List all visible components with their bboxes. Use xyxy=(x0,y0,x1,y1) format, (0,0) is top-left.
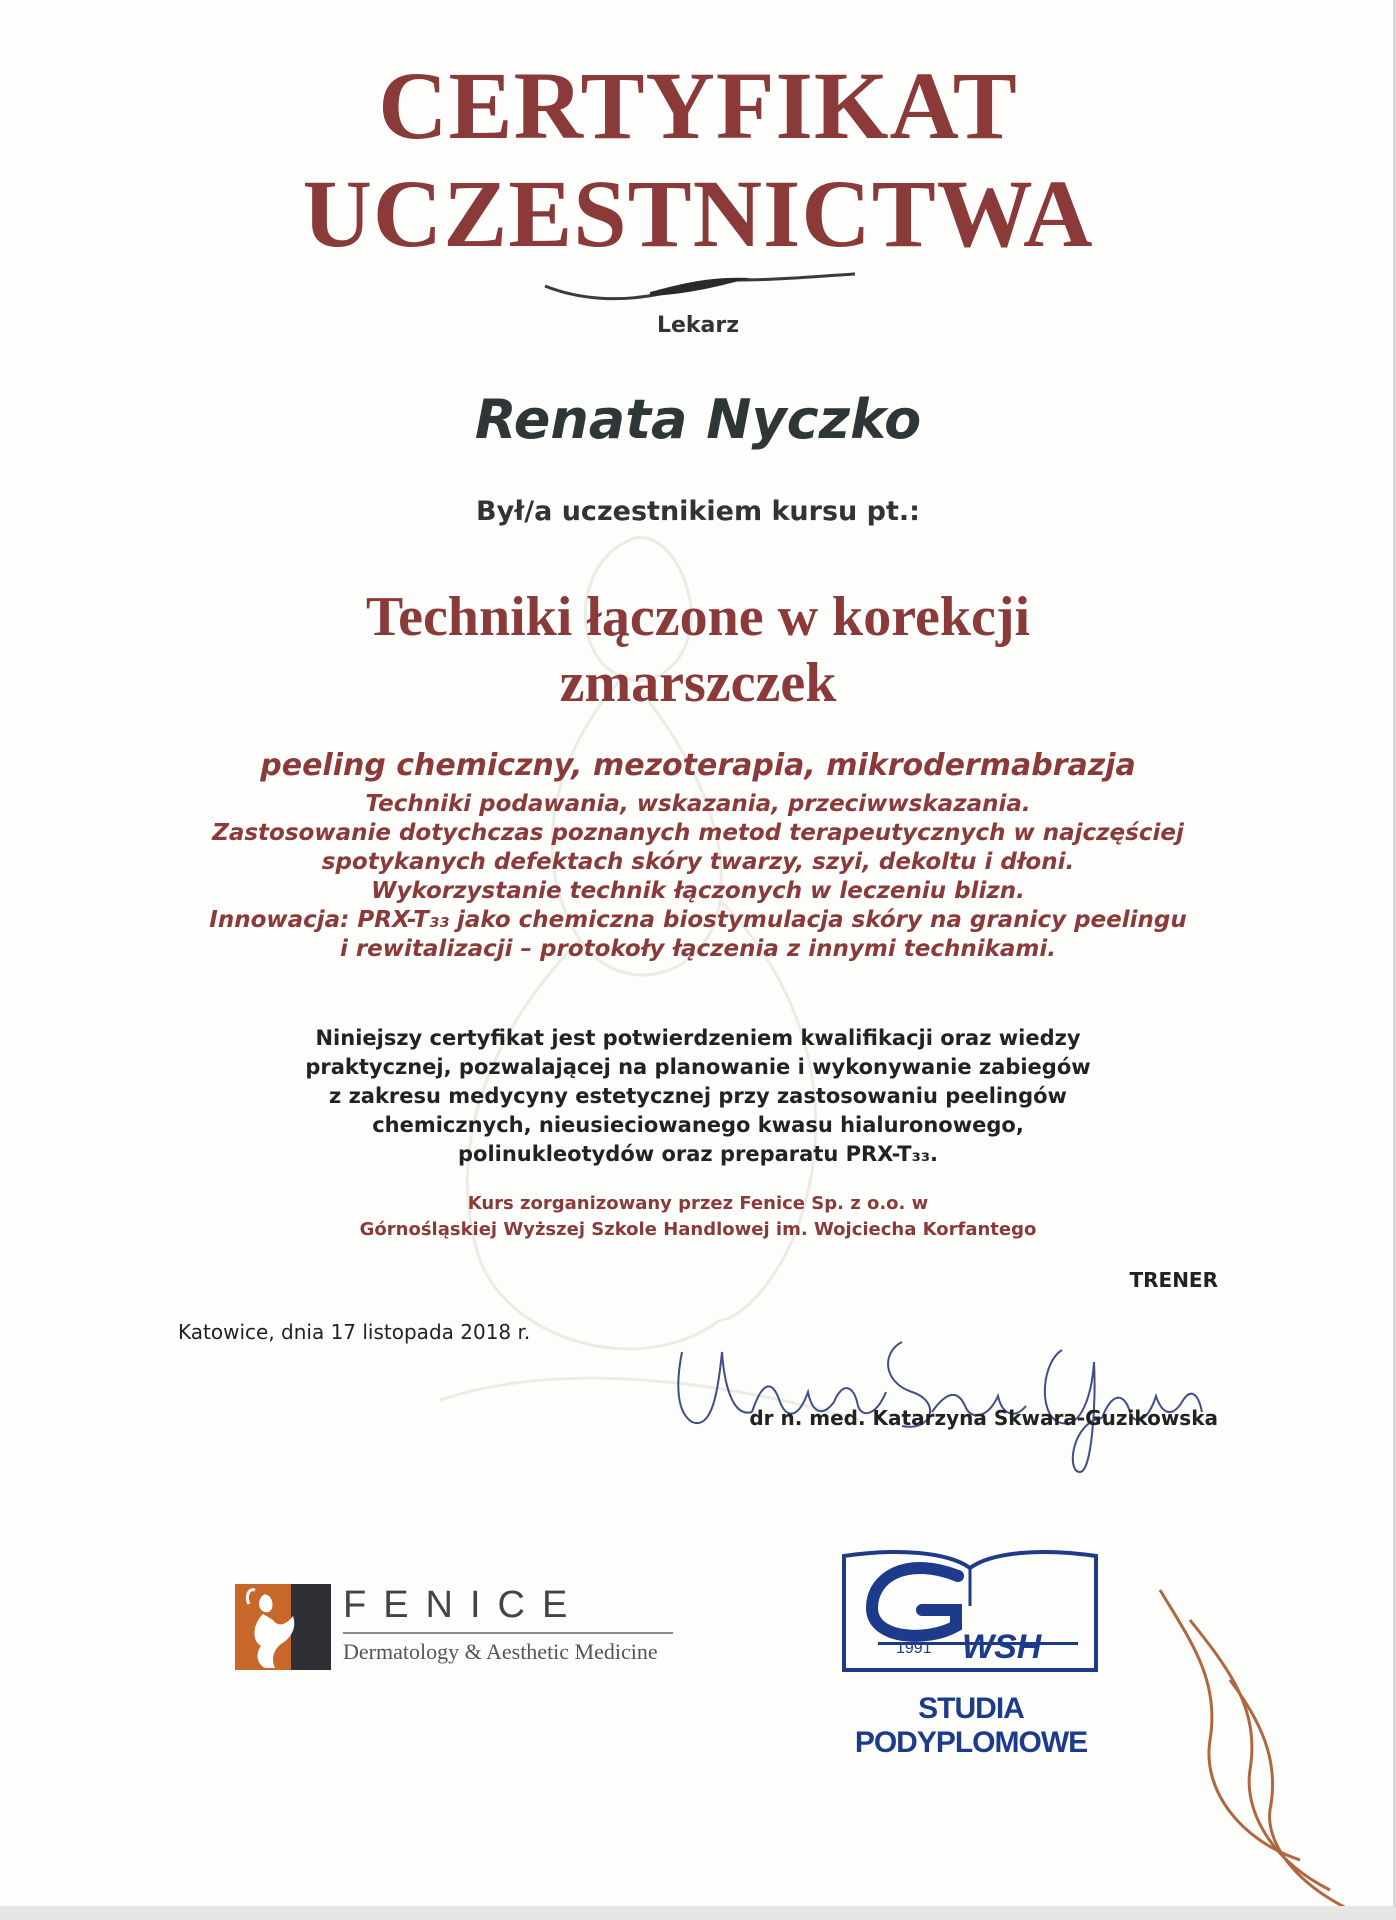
description-line: Techniki podawania, wskazania, przeciwwskazania. xyxy=(365,791,1031,817)
statement-line: praktycznej, pozwalającej na planowanie i wykonywanie zabiegów xyxy=(305,1055,1091,1079)
course-description xyxy=(0,790,1396,964)
course-title-line2: zmarszczek xyxy=(559,652,837,714)
trainer-signature-icon xyxy=(662,1322,1214,1482)
participant-name: Renata Nyczko xyxy=(474,388,922,451)
decorative-flourish-icon xyxy=(1150,1560,1396,1920)
participation-statement: Był/a uczestnikiem kursu pt.: xyxy=(476,496,920,527)
description-line: i rewitalizacji – protokoły łączenia z innymi technikami. xyxy=(339,936,1057,962)
course-title-line1: Techniki łączone w korekcji xyxy=(365,586,1031,648)
description-line: spotykanych defektach skóry twarzy, szyi, dekoltu i dłoni. xyxy=(321,849,1075,875)
description-line: Wykorzystanie technik łączonych w leczeniu blizn. xyxy=(371,878,1025,904)
gwsh-studies-label: STUDIA PODYPLOMOWE xyxy=(854,1692,1088,1759)
course-organizer xyxy=(0,1191,1396,1243)
gwsh-year: 1991 xyxy=(896,1640,932,1657)
qualification-statement xyxy=(0,1024,1396,1169)
course-title xyxy=(0,584,1396,716)
trainer-label: TRENER xyxy=(1129,1268,1218,1292)
place-and-date: Katowice, dnia 17 listopada 2018 r. xyxy=(178,1320,531,1344)
statement-line: chemicznych, nieusieciowanego kwasu hialuronowego, xyxy=(372,1113,1024,1137)
organizer-line: Kurs zorganizowany przez Fenice Sp. z o.o. w xyxy=(467,1193,929,1214)
fenice-divider xyxy=(343,1632,673,1634)
statement-line: polinukleotydów oraz preparatu PRX-T₃₃. xyxy=(457,1142,938,1166)
fenice-wordmark: FENICE xyxy=(343,1584,585,1626)
certificate-title-line1: CERTYFIKAT xyxy=(378,52,1018,159)
statement-line: Niniejszy certyfikat jest potwierdzeniem kwalifikacji oraz wiedzy xyxy=(315,1026,1081,1050)
trainer-name: dr n. med. Katarzyna Skwara-Guzikowska xyxy=(749,1406,1218,1430)
description-line: Innowacja: PRX-T₃₃ jako chemiczna biostymulacja skóry na granicy peelingu xyxy=(209,907,1187,933)
participant-role: Lekarz xyxy=(656,313,740,338)
fenice-tagline: Dermatology & Aesthetic Medicine xyxy=(343,1639,658,1664)
gwsh-logo xyxy=(836,1546,1106,1759)
decorative-swash-icon xyxy=(540,266,860,306)
scan-edge xyxy=(0,1906,1396,1920)
organizer-line: Górnośląskiej Wyższej Szkole Handlowej im. Wojciecha Korfantego xyxy=(359,1219,1037,1240)
certificate-title-line2: UCZESTNICTWA xyxy=(302,160,1094,267)
gwsh-code: WSH xyxy=(962,1628,1042,1666)
description-line: Zastosowanie dotychczas poznanych metod terapeutycznych w najczęściej xyxy=(212,820,1184,846)
fenice-figure-icon xyxy=(235,1584,331,1670)
statement-line: z zakresu medycyny estetycznej przy zastosowaniu peelingów xyxy=(329,1084,1067,1108)
course-subtitle: peeling chemiczny, mezoterapia, mikrodermabrazja xyxy=(260,748,1136,783)
fenice-logo xyxy=(235,1584,685,1674)
